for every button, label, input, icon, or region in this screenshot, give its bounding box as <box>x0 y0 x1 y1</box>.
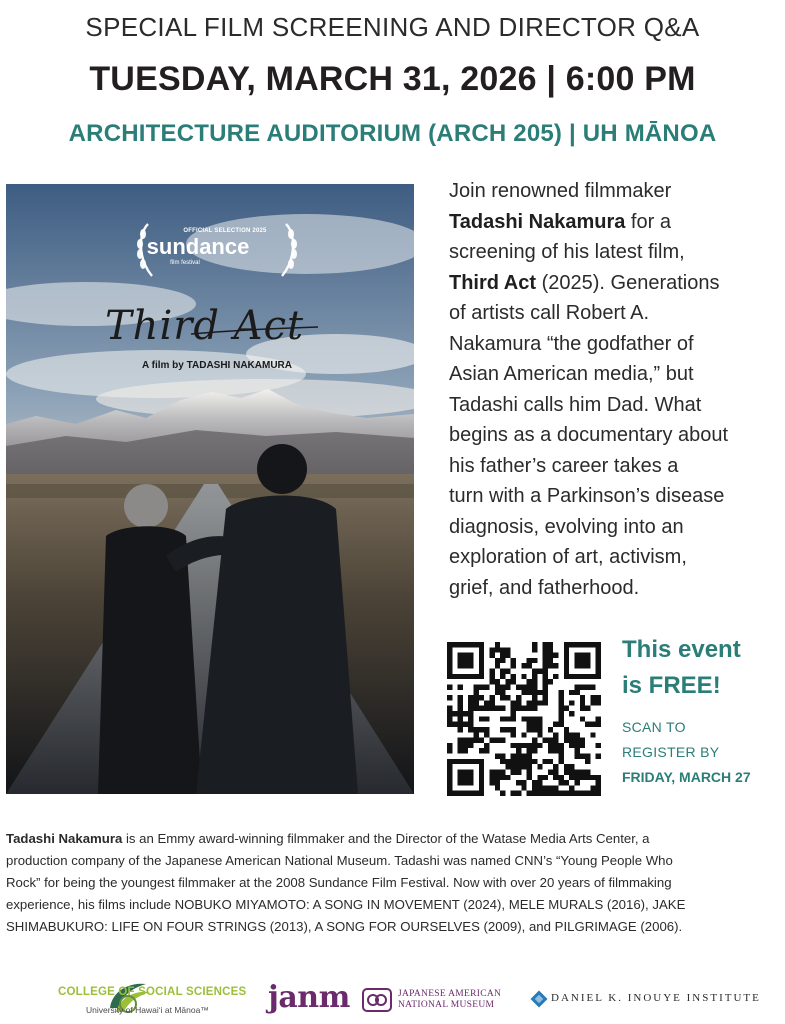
description-line: Third Act (2025). Generations <box>449 271 720 294</box>
description-line: turn with a Parkinson’s disease <box>449 485 725 507</box>
description-line: Tadashi Nakamura for a <box>449 210 671 233</box>
scan-instruction-2: REGISTER BY <box>622 744 720 760</box>
event-date-time: TUESDAY, MARCH 31, 2026 | 6:00 PM <box>89 60 696 98</box>
film-title: Third Act <box>105 303 305 349</box>
description-line: screening of his latest film, <box>449 241 685 263</box>
janm-emblem-icon <box>362 988 392 1012</box>
poster-artwork <box>6 184 414 794</box>
director-bio <box>6 828 778 938</box>
event-description <box>449 176 769 603</box>
college-university: University of Hawaiʻi at Mānoa™ <box>86 1005 209 1015</box>
inouye-institute-diamond-icon <box>529 989 549 1009</box>
description-line: diagnosis, evolving into an <box>449 515 684 538</box>
film-poster <box>6 184 414 794</box>
janm-wordmark: janm <box>268 980 350 1015</box>
inouye-institute-name: DANIEL K. INOUYE INSTITUTE <box>551 992 761 1004</box>
description-line: of artists call Robert A. <box>449 302 650 324</box>
description-line: begins as a documentary about <box>449 424 729 446</box>
scan-instruction-1: SCAN TO <box>622 719 686 735</box>
bio-line: experience, his films include NOBUKO MIYAMOTO: A SONG IN MOVEMENT (2024), MELE MURALS (2016), JAKE <box>6 897 686 912</box>
film-byline: A film by TADASHI NAKAMURA <box>142 360 292 371</box>
description-line: Nakamura “the godfather of <box>449 332 694 355</box>
sundance-selection-label: OFFICIAL SELECTION 2025 <box>183 228 267 234</box>
bio-line: Tadashi Nakamura is an Emmy award-winning filmmaker and the Director of the Watase Media Arts Center, a <box>6 831 650 846</box>
description-line: Join renowned filmmaker <box>449 180 672 202</box>
description-line: grief, and fatherhood. <box>449 576 640 599</box>
free-event-heading-2: is FREE! <box>622 672 721 699</box>
janm-name-line-2: NATIONAL MUSEUM <box>398 1000 495 1010</box>
event-location: ARCHITECTURE AUDITORIUM (ARCH 205) | UH MĀNOA <box>68 120 717 147</box>
description-line: Tadashi calls him Dad. What <box>449 393 702 416</box>
bio-line: production company of the Japanese American National Museum. Tadashi was named CNN’s “Young People Who <box>6 853 673 868</box>
college-name: COLLEGE OF SOCIAL SCIENCES <box>58 986 247 998</box>
sundance-wordmark: sundance <box>146 234 250 259</box>
description-line: his father’s career takes a <box>449 454 679 477</box>
registration-qr-code[interactable] <box>447 642 601 796</box>
sundance-festival-label: film festival <box>170 260 200 266</box>
janm-name-line-1: JAPANESE AMERICAN <box>398 989 502 999</box>
free-event-heading-1: This event <box>622 636 741 663</box>
bio-line: Rock” for being the youngest filmmaker at the 2008 Sundance Film Festival. Now with over 20 years of filmmaking <box>6 875 672 890</box>
bio-line: SHIMABUKURO: LIFE ON FOUR STRINGS (2013), A SONG FOR OURSELVES (2009), and PILGRIMAGE (2006). <box>6 919 683 934</box>
event-subtitle: SPECIAL FILM SCREENING AND DIRECTOR Q&A <box>85 12 700 42</box>
registration-deadline: FRIDAY, MARCH 27 <box>622 769 751 785</box>
description-line: exploration of art, activism, <box>449 546 687 568</box>
description-line: Asian American media,” but <box>449 363 694 385</box>
